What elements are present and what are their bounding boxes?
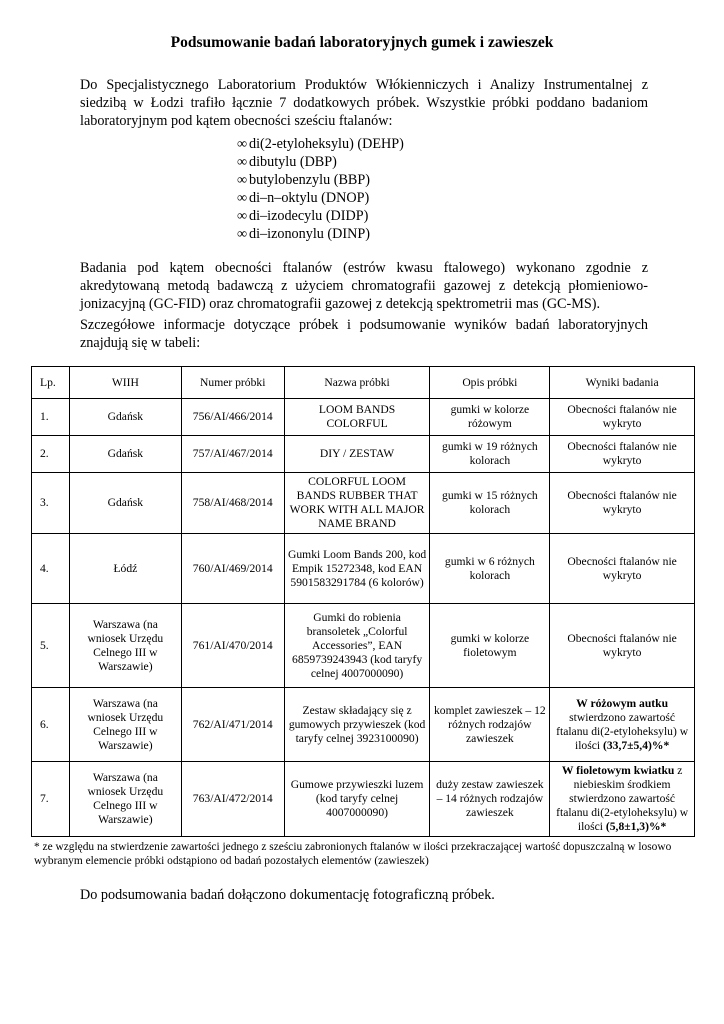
- cell-wyniki: Obecności ftalanów nie wykryto: [550, 473, 695, 534]
- infinity-bullet-icon: ∞: [237, 154, 248, 170]
- list-item: ∞ di–izodecylu (DIDP): [237, 208, 369, 224]
- infinity-bullet-icon: ∞: [237, 172, 248, 188]
- cell-lp: 2.: [32, 436, 70, 473]
- table-footnote: * ze względu na stwierdzenie zawartości jednego z sześciu zabronionych ftalanów w ilości przekraczającej wartość dopuszczalną w losowo wybranym elemencie próbki odstąpiono od badań pozostałych elementów (zawieszek): [34, 841, 672, 867]
- cell-nazwa: Gumowe przywieszki luzem (kod taryfy celnej 4007000090): [284, 762, 430, 837]
- table-row: [32, 688, 695, 762]
- header-wyniki: Wyniki badania: [550, 367, 695, 399]
- cell-wyniki: Obecności ftalanów nie wykryto: [550, 604, 695, 688]
- cell-numer: 761/AI/470/2014: [181, 604, 284, 688]
- infinity-bullet-icon: ∞: [237, 136, 248, 152]
- method-paragraph: Badania pod kątem obecności ftalanów (estrów kwasu ftalowego) wykonano zgodnie z akredytowaną metodą badawczą z użyciem chromatografii gazowej z detekcją płomieniowo-jonizacyjną (GC-FID) oraz chromatografii gazowej z detekcją spektrometrii mas (GC-MS).: [80, 260, 648, 312]
- cell-nazwa: DIY / ZESTAW: [284, 436, 430, 473]
- details-paragraph: Szczegółowe informacje dotyczące próbek i podsumowanie wyników badań laboratoryjnych znajdują się w tabeli:: [80, 317, 648, 351]
- cell-wyniki: Obecności ftalanów nie wykryto: [550, 534, 695, 604]
- results-table: [31, 366, 695, 837]
- cell-wiih: Gdańsk: [69, 436, 181, 473]
- cell-lp: 4.: [32, 534, 70, 604]
- table-row: [32, 436, 695, 473]
- cell-numer: 758/AI/468/2014: [181, 473, 284, 534]
- phthalate-list: [237, 135, 404, 243]
- header-lp: Lp.: [32, 367, 70, 399]
- cell-numer: 763/AI/472/2014: [181, 762, 284, 837]
- cell-numer: 757/AI/467/2014: [181, 436, 284, 473]
- table-row: [32, 399, 695, 436]
- table-header-row: [32, 367, 695, 399]
- list-item: ∞ di–izononylu (DINP): [237, 226, 370, 242]
- cell-wiih: Warszawa (na wniosek Urzędu Celnego III w Warszawie): [69, 762, 181, 837]
- cell-wiih: Łódź: [69, 534, 181, 604]
- cell-wyniki: Obecności ftalanów nie wykryto: [550, 436, 695, 473]
- list-item: ∞ dibutylu (DBP): [237, 154, 337, 170]
- closing-paragraph: Do podsumowania badań dołączono dokumentację fotograficzną próbek.: [80, 887, 495, 903]
- cell-wiih: Warszawa (na wniosek Urzędu Celnego III w Warszawie): [69, 688, 181, 762]
- list-item: ∞ di(2-etyloheksylu) (DEHP): [237, 136, 404, 152]
- cell-opis: gumki w 6 różnych kolorach: [430, 534, 550, 604]
- cell-opis: gumki w 19 różnych kolorach: [430, 436, 550, 473]
- cell-nazwa: LOOM BANDS COLORFUL: [284, 399, 430, 436]
- header-nazwa: Nazwa próbki: [284, 367, 430, 399]
- cell-opis: gumki w kolorze różowym: [430, 399, 550, 436]
- cell-lp: 6.: [32, 688, 70, 762]
- cell-opis: gumki w 15 różnych kolorach: [430, 473, 550, 534]
- cell-nazwa: COLORFUL LOOM BANDS RUBBER THAT WORK WITH ALL MAJOR NAME BRAND: [284, 473, 430, 534]
- header-wiih: WIIH: [69, 367, 181, 399]
- cell-numer: 756/AI/466/2014: [181, 399, 284, 436]
- cell-lp: 5.: [32, 604, 70, 688]
- cell-opis: gumki w kolorze fioletowym: [430, 604, 550, 688]
- cell-wyniki: W różowym autku stwierdzono zawartość ftalanu di(2-etyloheksylu) w ilości (33,7±5,4)%*: [550, 688, 695, 762]
- document-title: Podsumowanie badań laboratoryjnych gumek i zawieszek: [170, 34, 554, 51]
- cell-wiih: Gdańsk: [69, 399, 181, 436]
- cell-numer: 760/AI/469/2014: [181, 534, 284, 604]
- cell-wyniki: Obecności ftalanów nie wykryto: [550, 399, 695, 436]
- cell-nazwa: Zestaw składający się z gumowych przywieszek (kod taryfy celnej 3923100090): [284, 688, 430, 762]
- table-row: [32, 473, 695, 534]
- infinity-bullet-icon: ∞: [237, 208, 248, 224]
- cell-opis: komplet zawieszek – 12 różnych rodzajów zawieszek: [430, 688, 550, 762]
- cell-nazwa: Gumki do robienia bransoletek „Colorful Accessories”, EAN 6859739243943 (kod taryfy celnej 4007000090): [284, 604, 430, 688]
- intro-paragraph: Do Specjalistycznego Laboratorium Produktów Włókienniczych i Analizy Instrumentalnej z siedzibą w Łodzi trafiło łącznie 7 dodatkowych próbek. Wszystkie próbki poddano badaniom laboratoryjnym pod kątem obecności sześciu ftalanów:: [80, 77, 648, 129]
- header-opis: Opis próbki: [430, 367, 550, 399]
- cell-lp: 1.: [32, 399, 70, 436]
- cell-lp: 7.: [32, 762, 70, 837]
- cell-nazwa: Gumki Loom Bands 200, kod Empik 15272348, kod EAN 5901583291784 (6 kolorów): [284, 534, 430, 604]
- cell-wiih: Warszawa (na wniosek Urzędu Celnego III w Warszawie): [69, 604, 181, 688]
- table-row: [32, 762, 695, 837]
- cell-wyniki: W fioletowym kwiatku z niebieskim środkiem stwierdzono zawartość ftalanu di(2-etyloheksylu) w ilości (5,8±1,3)%*: [550, 762, 695, 837]
- table-row: [32, 534, 695, 604]
- cell-opis: duży zestaw zawieszek – 14 różnych rodzajów zawieszek: [430, 762, 550, 837]
- list-item: ∞ di–n–oktylu (DNOP): [237, 190, 370, 206]
- cell-wiih: Gdańsk: [69, 473, 181, 534]
- infinity-bullet-icon: ∞: [237, 190, 248, 206]
- list-item: ∞ butylobenzylu (BBP): [237, 172, 370, 188]
- cell-lp: 3.: [32, 473, 70, 534]
- infinity-bullet-icon: ∞: [237, 226, 248, 242]
- header-numer: Numer próbki: [181, 367, 284, 399]
- table-row: [32, 604, 695, 688]
- cell-numer: 762/AI/471/2014: [181, 688, 284, 762]
